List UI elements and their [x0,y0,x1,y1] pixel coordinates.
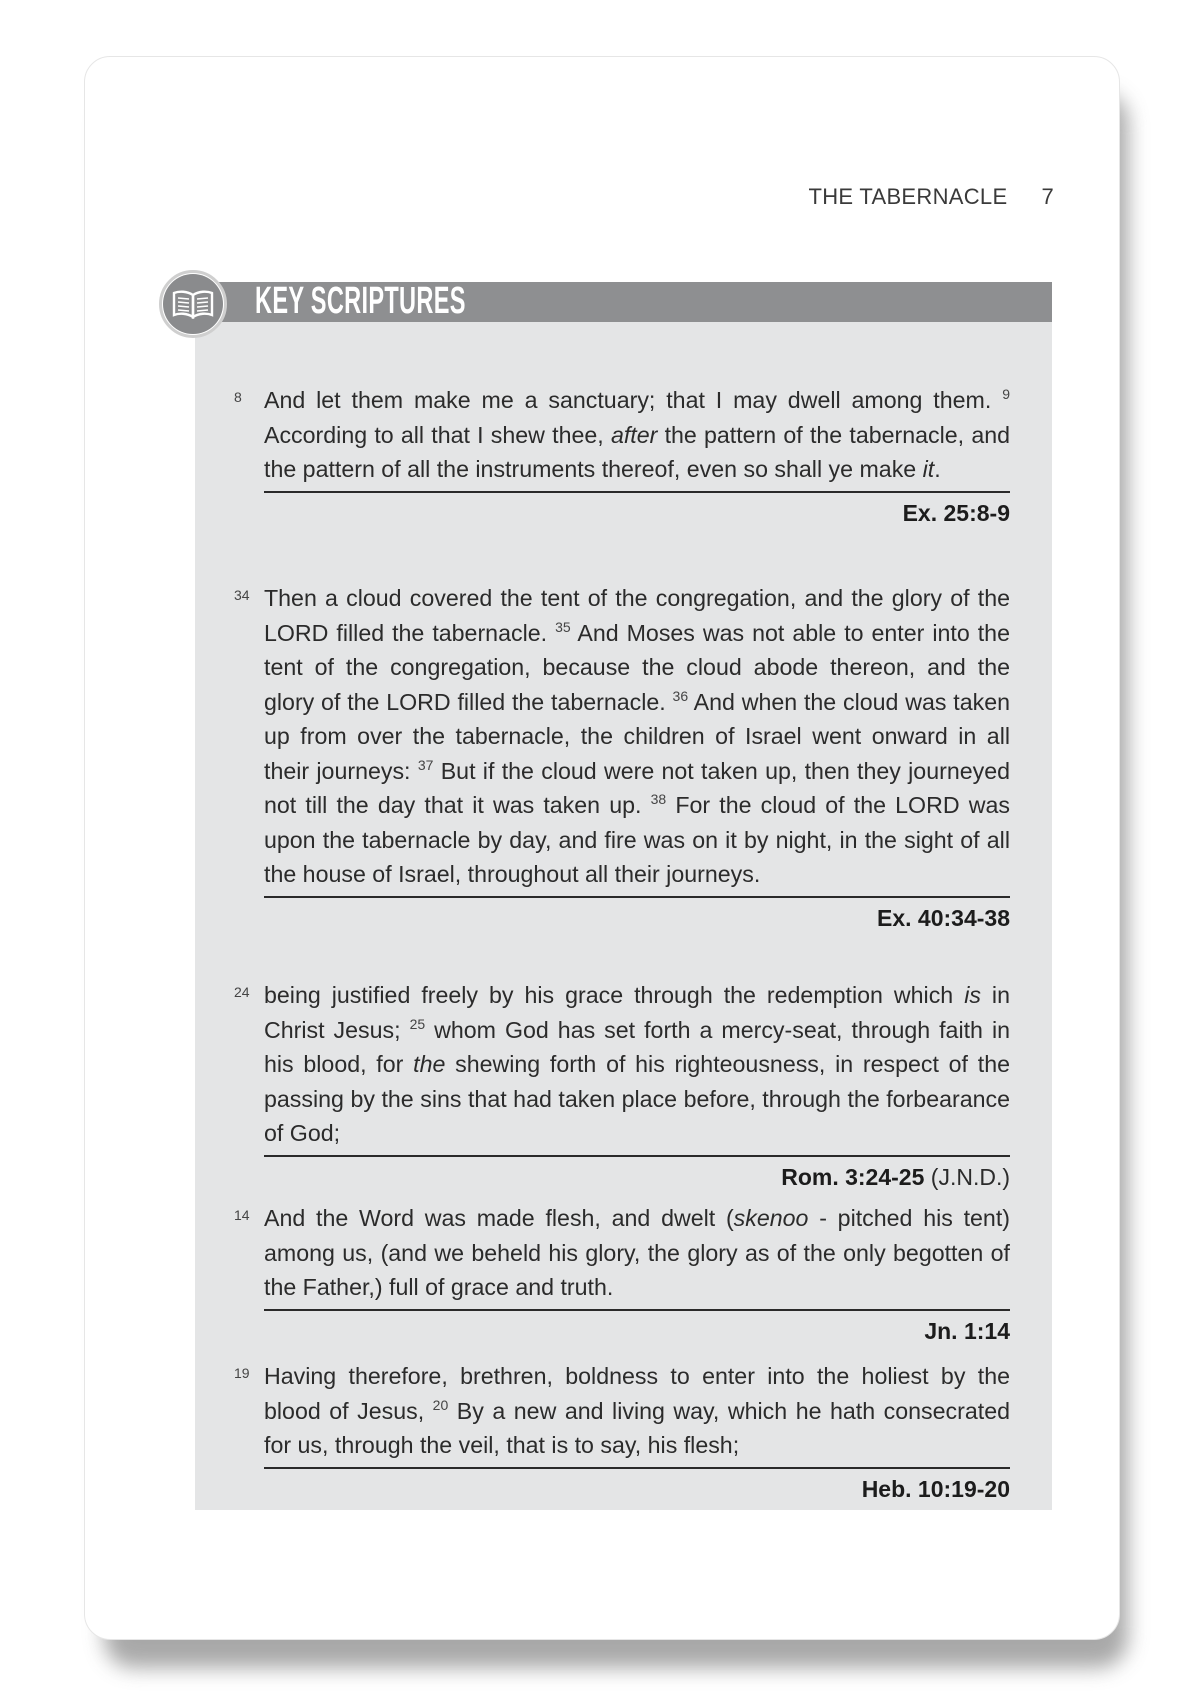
running-head [84,184,1054,210]
verse-number: 19 [234,1365,250,1381]
scripture-reference: Ex. 40:34-38 [877,904,1010,931]
text-segment: But if the cloud were not taken up, then they journeyed not till the day that it was taken up. [264,757,1010,818]
passage-text [264,383,1010,487]
verse-number: 25 [409,1015,426,1032]
divider-rule [264,1155,1010,1157]
text-segment: being justified freely by his grace through the redemption which [264,982,954,1008]
scripture-reference: Ex. 25:8-9 [902,499,1010,526]
text-segment: And when the cloud was taken up from over the tabernacle, the children of Israel went onward in all their journeys: [264,688,1010,784]
verse-number: 36 [672,687,689,704]
scripture-reference: Heb. 10:19-20 [861,1475,1010,1502]
text-segment: By a new and living way, which he hath consecrated for us, through the veil, that is to say, his flesh; [264,1397,1010,1458]
running-head-title: THE TABERNACLE [808,184,1008,209]
text-segment: And Moses was not able to enter into the tent of the congregation, because the cloud abode thereon, and the glory of the LORD filled the tabernacle. [264,619,1010,715]
italic-word: it [922,456,935,482]
verse-number: 38 [650,791,667,807]
text-segment: shewing forth of his righteousness, in respect of the passing by the sins that had taken place before, through the forbearance of God; [264,1051,1010,1146]
text-segment: For the cloud of the LORD was upon the tabernacle by day, and fire was on it by night, in the sight of all the house of Israel, throughout all their journeys. [264,792,1010,887]
text-segment: And let them make me a sanctuary; that I may dwell among them. [264,387,992,413]
passage-ex-40 [234,581,1010,933]
italic-word: the [413,1051,446,1077]
verse-number: 9 [1002,386,1010,402]
passage-rom-3 [234,978,1010,1192]
passage-ex-25 [234,383,1011,528]
passage-text [264,978,1010,1151]
italic-word: after [610,421,658,448]
verse-number: 34 [234,587,250,603]
divider-rule [264,491,1010,493]
key-scriptures-title: KEY SCRIPTURES [255,280,466,322]
passage-heb-10 [234,1359,1010,1504]
italic-word: is [964,982,981,1008]
text-segment: And the Word was made flesh, and dwelt ( [264,1205,734,1231]
italic-word: skenoo [733,1205,809,1231]
passage-jn-1 [234,1201,1010,1346]
text-segment: . [934,456,941,482]
scripture-reference: Jn. 1:14 [924,1317,1010,1344]
scripture-reference [264,1162,1010,1192]
reference-text: Rom. 3:24-25 [781,1163,925,1190]
verse-number: 14 [234,1207,250,1223]
text-segment: Having therefore, brethren, boldness to enter into the holiest by the blood of Jesus, [264,1363,1010,1424]
divider-rule [264,1467,1010,1469]
divider-rule [264,1309,1010,1311]
verse-number: 8 [234,389,242,405]
text-segment: in Christ Jesus; [264,982,1010,1043]
page-number: 7 [1041,184,1054,209]
verse-number: 20 [432,1396,449,1413]
text-segment: the pattern of the tabernacle, and the pattern of all the instruments thereof, even so shall ye make [264,421,1011,482]
text-segment: whom God has set forth a mercy-seat, through faith in his blood, for [264,1016,1010,1077]
open-book-icon [163,274,223,334]
verse-number: 35 [555,618,571,635]
passage-text [264,1359,1010,1463]
text-segment: According to all that I shew thee, [264,421,604,448]
text-segment: - pitched his tent) among us, (and we beheld his glory, the glory as of the only begotten of the Father,) full of grace and truth. [264,1205,1010,1300]
divider-rule [264,896,1010,898]
verse-number: 24 [234,984,250,1000]
passage-text [264,1201,1010,1305]
passage-text [264,581,1010,892]
text-segment: Then a cloud covered the tent of the congregation, and the glory of the LORD filled the tabernacle. [264,585,1010,646]
reference-note: (J.N.D.) [930,1163,1010,1190]
verse-number: 37 [417,756,434,773]
